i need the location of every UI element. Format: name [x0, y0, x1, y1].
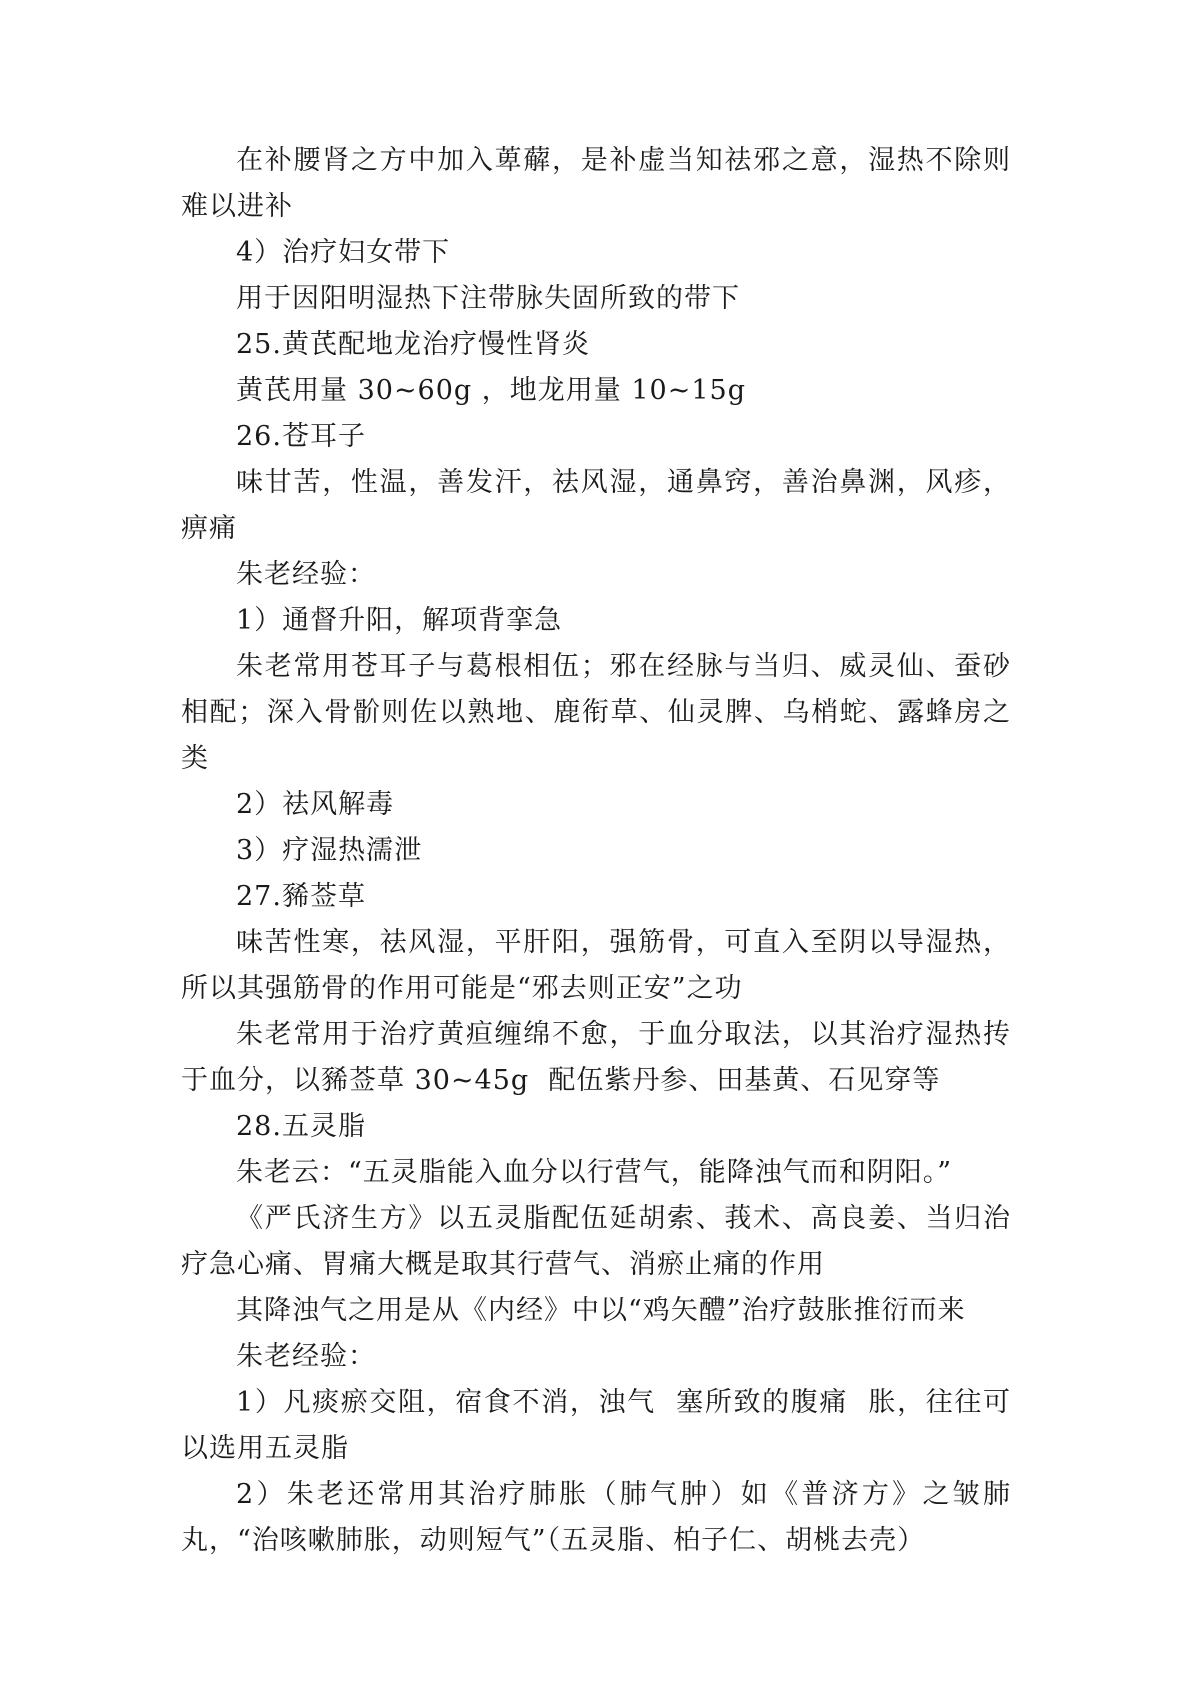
paragraph: 2）朱老还常用其治疗肺胀（肺气肿）如《普济方》之皱肺丸，“治咳嗽肺胀，动则短气”（五灵脂、柏子仁、胡桃去壳）	[181, 1479, 1011, 1556]
paragraph: 1）凡痰瘀交阻，宿食不消，浊气 塞所致的腹痛 胀，往往可以选用五灵脂	[181, 1387, 1011, 1464]
paragraph: 朱老常用苍耳子与葛根相伍；邪在经脉与当归、威灵仙、蚕砂相配；深入骨骱则佐以熟地、鹿衔草、仙灵脾、乌梢蛇、露蜂房之类	[181, 651, 1011, 774]
paragraph: 朱老经验：	[236, 559, 376, 590]
paragraph: 在补腰肾之方中加入萆薢，是补虚当知祛邪之意，湿热不除则难以进补	[181, 145, 1011, 222]
list-item-heading: 4）治疗妇女带下	[236, 237, 451, 268]
section-heading: 25.黄芪配地龙治疗慢性肾炎	[236, 329, 590, 360]
section-heading: 28.五灵脂	[236, 1111, 366, 1142]
section-heading: 26.苍耳子	[236, 421, 366, 452]
list-item-heading: 2）祛风解毒	[236, 789, 395, 820]
paragraph: 其降浊气之用是从《内经》中以“鸡矢醴”治疗鼓胀推衍而来	[236, 1295, 966, 1326]
paragraph: 味甘苦，性温，善发汗，祛风湿，通鼻窍，善治鼻渊，风疹，痹痛	[181, 467, 1011, 544]
list-item-heading: 1）通督升阳，解项背挛急	[236, 605, 563, 636]
document-body	[181, 138, 1011, 1564]
paragraph: 用于因阳明湿热下注带脉失固所致的带下	[236, 283, 740, 314]
paragraph: 朱老云：“五灵脂能入血分以行营气，能降浊气而和阴阳。”	[236, 1157, 953, 1188]
list-item-heading: 3）疗湿热濡泄	[236, 835, 423, 866]
paragraph: 朱老经验：	[236, 1341, 376, 1372]
paragraph: 味苦性寒，祛风湿，平肝阳，强筋骨，可直入至阴以导湿热，所以其强筋骨的作用可能是“邪去则正安”之功	[181, 927, 1011, 1004]
section-heading: 27.豨莶草	[236, 881, 366, 912]
paragraph: 朱老常用于治疗黄疸缠绵不愈，于血分取法，以其治疗湿热抟于血分，以豨莶草 30~45g 配伍紫丹参、田基黄、石见穿等	[181, 1019, 1011, 1096]
paragraph: 黄芪用量 30~60g ，地龙用量 10~15g	[236, 375, 746, 406]
paragraph: 《严氏济生方》以五灵脂配伍延胡索、莪术、高良姜、当归治疗急心痛、胃痛大概是取其行营气、消瘀止痛的作用	[181, 1203, 1011, 1280]
